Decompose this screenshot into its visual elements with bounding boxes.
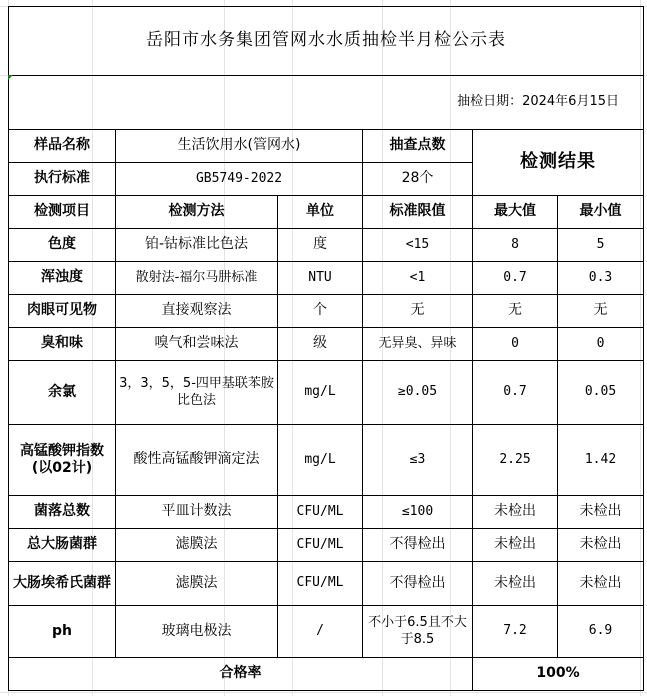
result-header: 检测结果: [473, 130, 644, 196]
limit: 无异臭、异味: [363, 328, 473, 361]
limit: 不得检出: [363, 562, 473, 606]
item-name: 总大肠菌群: [9, 529, 116, 562]
table-row: [9, 425, 644, 496]
standard-label: 执行标准: [9, 163, 116, 196]
limit: 不小于6.5且不大于8.5: [363, 606, 473, 658]
min-value: 无: [558, 295, 644, 328]
min-value: 0.3: [558, 262, 644, 295]
max-value: 8: [473, 229, 558, 262]
col-header-method: 检测方法: [116, 196, 278, 229]
water-quality-table: [8, 6, 644, 691]
pass-rate-value: 100%: [473, 658, 644, 691]
item-name: 大肠埃希氏菌群: [9, 562, 116, 606]
sample-points-value: 28个: [363, 163, 473, 196]
min-value: 未检出: [558, 562, 644, 606]
limit: 不得检出: [363, 529, 473, 562]
col-header-max: 最大值: [473, 196, 558, 229]
unit: /: [278, 606, 363, 658]
min-value: 未检出: [558, 529, 644, 562]
method: 酸性高锰酸钾滴定法: [116, 425, 278, 496]
inspection-date: 抽检日期：2024年6月15日: [9, 76, 644, 130]
method: 滤膜法: [116, 562, 278, 606]
table-row: [9, 606, 644, 658]
limit: ≤3: [363, 425, 473, 496]
page-title: 岳阳市水务集团管网水水质抽检半月检公示表: [9, 7, 644, 76]
unit: CFU/ML: [278, 529, 363, 562]
standard-value: GB5749-2022: [116, 163, 363, 196]
limit: 无: [363, 295, 473, 328]
col-header-item: 检测项目: [9, 196, 116, 229]
table-row: [9, 496, 644, 529]
min-value: 1.42: [558, 425, 644, 496]
max-value: 未检出: [473, 496, 558, 529]
method: 散射法-福尔马肼标准: [116, 262, 278, 295]
min-value: 未检出: [558, 496, 644, 529]
sample-name-label: 样品名称: [9, 130, 116, 163]
unit: 度: [278, 229, 363, 262]
unit: CFU/ML: [278, 496, 363, 529]
item-name: ph: [9, 606, 116, 658]
limit: <15: [363, 229, 473, 262]
table-row: [9, 229, 644, 262]
limit: ≥0.05: [363, 361, 473, 425]
max-value: 0.7: [473, 361, 558, 425]
item-name: 浑浊度: [9, 262, 116, 295]
unit: CFU/ML: [278, 562, 363, 606]
table-row: [9, 295, 644, 328]
method: 滤膜法: [116, 529, 278, 562]
pass-rate-row: [9, 658, 644, 691]
unit: mg/L: [278, 361, 363, 425]
pass-rate-label: 合格率: [9, 658, 473, 691]
unit: 级: [278, 328, 363, 361]
method: 平皿计数法: [116, 496, 278, 529]
max-value: 无: [473, 295, 558, 328]
col-header-unit: 单位: [278, 196, 363, 229]
method: 嗅气和尝味法: [116, 328, 278, 361]
method: 3，3，5，5-四甲基联苯胺比色法: [116, 361, 278, 425]
table-row: [9, 262, 644, 295]
max-value: 0: [473, 328, 558, 361]
min-value: 6.9: [558, 606, 644, 658]
unit: 个: [278, 295, 363, 328]
max-value: 2.25: [473, 425, 558, 496]
table-row: [9, 361, 644, 425]
table-row: [9, 529, 644, 562]
item-name: 肉眼可见物: [9, 295, 116, 328]
limit: <1: [363, 262, 473, 295]
max-value: 7.2: [473, 606, 558, 658]
method: 直接观察法: [116, 295, 278, 328]
item-name: 余氯: [9, 361, 116, 425]
column-header-row: [9, 196, 644, 229]
method: 玻璃电极法: [116, 606, 278, 658]
sample-points-label: 抽查点数: [363, 130, 473, 163]
max-value: 未检出: [473, 529, 558, 562]
method: 铂-钴标准比色法: [116, 229, 278, 262]
sample-name-value: 生活饮用水(管网水): [116, 130, 363, 163]
item-name: 高锰酸钾指数(以02计): [9, 425, 116, 496]
col-header-limit: 标准限值: [363, 196, 473, 229]
unit: NTU: [278, 262, 363, 295]
table-row: [9, 328, 644, 361]
table-row: [9, 562, 644, 606]
max-value: 0.7: [473, 262, 558, 295]
min-value: 5: [558, 229, 644, 262]
unit: mg/L: [278, 425, 363, 496]
item-name: 臭和味: [9, 328, 116, 361]
cell-comment-marker-icon: [8, 75, 13, 80]
max-value: 未检出: [473, 562, 558, 606]
item-name: 色度: [9, 229, 116, 262]
min-value: 0.05: [558, 361, 644, 425]
limit: ≤100: [363, 496, 473, 529]
min-value: 0: [558, 328, 644, 361]
col-header-min: 最小值: [558, 196, 644, 229]
item-name: 菌落总数: [9, 496, 116, 529]
